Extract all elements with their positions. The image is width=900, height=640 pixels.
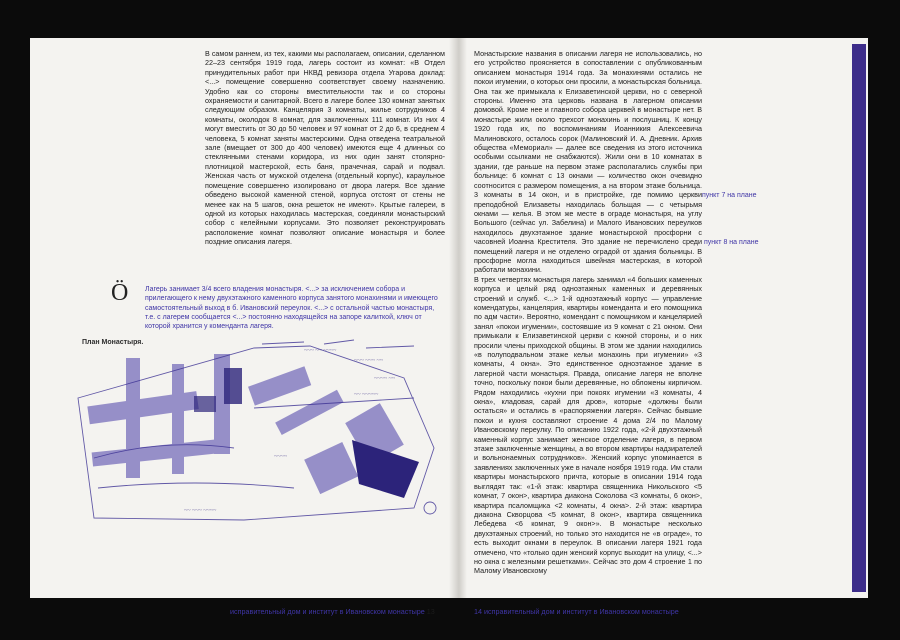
- right-page-number: 14: [474, 607, 482, 616]
- book-gutter: [449, 38, 467, 598]
- plan-handwriting: ~~~ ~~ ~~~~: [304, 348, 337, 354]
- right-footer: [474, 607, 679, 616]
- book-spread: [30, 38, 868, 616]
- right-paragraph-2: В трех четвертях монастыря лагерь занимал «4 больших каменных корпуса и целый ряд одноэтажных каменных и деревянных строений и служб. <...> 1-й одноэтажный корпус — управление комендатуры, канцелярия, квартиры коменданта и его помощника по адм части». Вероятно, комендант с помощником и канцелярией занял «покои игумении», состоявшие из 9 комнат с 21 окном. Они примыкали к Елизаветинской церкви с южной стороны, и о них просили члены приходской общины. В этом же здании находились «в полуподвальном этаже кельи монахинь при игумении» «3 комнаты, 4 окна». Это единственное одноэтажное здание в лагерной части монастыря. Правда, описание лагеря не вполне точно, поскольку покои были деревянные, но обложены кирпичом. Рядом находились «кухни при покоях игумении «3 комнаты, 4 окна», кладовая, сарай для дров», которые «должны были остаться» и остались в «распоряжении лагеря». Сейчас бывшие покои и кухня составляют строение 4 дома 2/4 по Малому Ивановскому переулку. По описанию 1922 года, «2-й двухэтажный каменный корпус занимает женское отделение лагеря, в первом этаже заключенные женщины, а во втором квартиры надзирателей и вольнонаемных сотрудников». Женский корпус упоминается в заявлениях заключенных уже в начале ноября 1919 года. Им стали квартиры монастырского причта, которые в описании 1914 года выглядят так: «1-й этаж: квартира священника Никольского <5 комнат, 7 окон>, квартира диакона Соколова <3 комнаты, 6 окон>, квартира псаломщика <2 комнаты, 4 окна>. 2-й этаж: квартира диакона Скворцова <5 комнат, 8 окон>, квартира священника Лебедева <6 комнат, 9 окон>». В монастыре несколько двухэтажных строений, но только это находится не «в ограде», то есть выходит окнами в переулок. В описании лагеря 1921 года отмечено, что «только один женский корпус выходит на улицу, <...> но окна с железными решетками». Сейчас это дом 4 строение 1 по Малому Ивановскому: [474, 274, 702, 576]
- margin-note-7: пункт 7 на плане: [702, 192, 757, 199]
- monastery-plan-drawing: [74, 338, 446, 528]
- svg-text:~~~~: ~~~~: [274, 454, 287, 460]
- left-body-text: В самом раннем, из тех, какими мы располагаем, описании, сделанном 22–23 сентября 1919 года, лагерь состоит из комнат: «В Отдел принудительных работ при НКВД ревизора отдела Угарова доклад: <...> помещение совершенно соответствует своему назначению. Удобно как со стороны вместительности так и со стороны охраняемости и санитарной. Всего в лагере более 130 комнат занятых следующим образом. Канцелярия 3 комнаты, жилье сотрудников 4 комнаты, околодок 8 комнат, для заключенных 111 комнат. Из них 4 могут вместить от 30 до 50 человек и 97 комнат от 2 до 6, в среднем 4 человека, 5 комнат заняты мастерскими. Одна отведена театральной зале (вмещает от 300 до 400 человек) имеются еще 4 длинных со стеклянными стенами коридора, из них один занят столярно-плотницкой мастерской, есть баня, прачечная, сарай и подвал. Женская часть от мужской отделена (отдельный корпус), караульное помещение совершенно изолировано от двора лагеря. Все здание обведено высокой каменной стеной, корпуса отстоят от стены не менее как на 5 шагов, окна решеток не имеют». Крытые галереи, в одной из которых находилась мастерская, соединяли монастырский собор с келейными корпусами. Это позволяет реконструировать расположение комнат позволяют описание монастыря и более поздние описания лагеря.: [205, 49, 445, 247]
- ornament-letter: Ö: [111, 280, 129, 306]
- left-quote-text: Лагерь занимает 3/4 всего владения монастыря. <...> за исключением собора и прилегающего к нему двухэтажного каменного корпуса занятого монахинями и имеющего самостоятельный выход в б. Ивановский переулок. <...> с остальной частью монастыря, т.е. с лагерем сообщается <...> постоянно находящейся на запоре калиткой, ключ от которой хранится у коменданта лагеря.: [145, 286, 438, 331]
- svg-text:~~ ~~~ ~~~~: ~~ ~~~ ~~~~: [184, 508, 217, 514]
- svg-text:~~~ ~~~ ~~: ~~~ ~~~ ~~: [354, 358, 383, 364]
- plan-title: План Монастыря.: [82, 339, 144, 346]
- margin-note-8: пункт 8 на плане: [704, 239, 759, 246]
- left-footer-text: исправительный дом и институт в Ивановском монастыре: [230, 607, 425, 616]
- svg-text:~~ ~~~~~: ~~ ~~~~~: [354, 392, 379, 398]
- right-paragraph-1: Монастырские названия в описании лагеря не использовались, но его устройство проясняется в сопоставлении с опубликованным описанием монастыря 1914 года. За монахинями остались не покои игумении, о которых они просили, а монастырская больница. Она так же примыкала к Елизаветинской церкви, но с северной стороны. Именно эта церковь названа в лагерном описании домовой. Кроме нее и главного собора церквей в монастыре нет. В монастыре жили около трехсот монахинь и послушниц. К концу 1920 года их, по воспоминаниям Иоанникия Алексеевича Малиновского, осталось сорок (Малиновский И. А. Дневник. Архив общества «Мемориал» — далее все сведения из этого источника особыми ссылками не снабжаются). Жили они в 10 комнатах в здании, где раньше на первом этаже располагались службы при больнице: 6 комнат с 13 окнами — количество окон очевидно соотносится с размером помещения, а на втором этаже больница. 3 комнаты в 14 окон, и в пристройке, где помимо церкви преподобной Елизаветы находилась больщая — с четырьмя окнами — келья. В этом же месте в ограде монастыря, на углу Большого (сейчас ул. Забелина) и Малого Ивановских переулков находилось двухэтажное здание монастырской просфорни с часовней Иоанна Крестителя. Это здание не перечислено среди помещений лагеря и не отделено оградой от здания больницы. В просфорне могла находиться швейная мастерская, в которой работали монахини.: [474, 49, 702, 275]
- right-body-text: [474, 49, 702, 576]
- page-edge-stack: [852, 44, 866, 592]
- svg-text:~~~~ ~~: ~~~~ ~~: [374, 376, 395, 382]
- right-footer-text: исправительный дом и институт в Ивановском монастыре: [484, 607, 679, 616]
- left-page-number: 13: [426, 607, 435, 616]
- left-footer: [230, 607, 435, 616]
